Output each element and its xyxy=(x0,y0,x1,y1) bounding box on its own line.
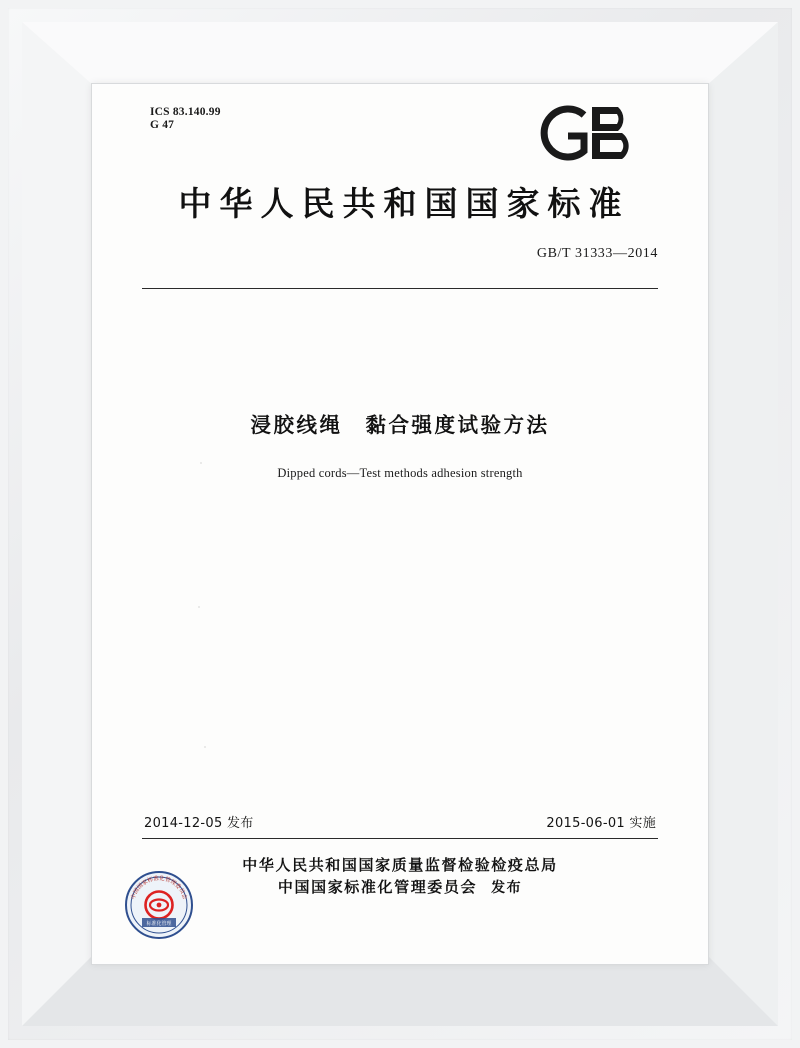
issuer-line-1: 中华人民共和国国家质量监督检验检疫总局 xyxy=(242,856,558,874)
gb-logo-icon xyxy=(530,102,658,164)
official-seal-icon xyxy=(122,868,196,942)
standard-number: GB/T 31333—2014 xyxy=(536,246,658,261)
ics-code: ICS 83.140.99 xyxy=(150,106,221,118)
footer-divider xyxy=(142,838,658,839)
standard-cover-page xyxy=(100,86,700,962)
ccs-code: G 47 xyxy=(150,119,175,131)
page-title: 中华人民共和国国家标准 xyxy=(178,184,630,223)
issuer-line-2-wrapper xyxy=(278,876,522,899)
header-divider xyxy=(142,288,658,289)
ics-classification xyxy=(150,106,221,132)
subject-title-en: Dipped cords—Test methods adhesion strength xyxy=(277,466,523,480)
issue-label: 发布 xyxy=(491,880,523,896)
svg-text:标准化管理: 标准化管理 xyxy=(146,920,172,927)
issue-date: 2014-12-05 发布 xyxy=(144,816,254,831)
issuer-line-2: 中国国家标准化管理委员会 xyxy=(277,878,478,896)
svg-text:中国国家标准化管理委员会: 中国国家标准化管理委员会 xyxy=(130,875,188,901)
effective-date: 2015-06-01 实施 xyxy=(546,816,656,831)
subject-title-zh: 浸胶线绳 黏合强度试验方法 xyxy=(250,413,550,437)
